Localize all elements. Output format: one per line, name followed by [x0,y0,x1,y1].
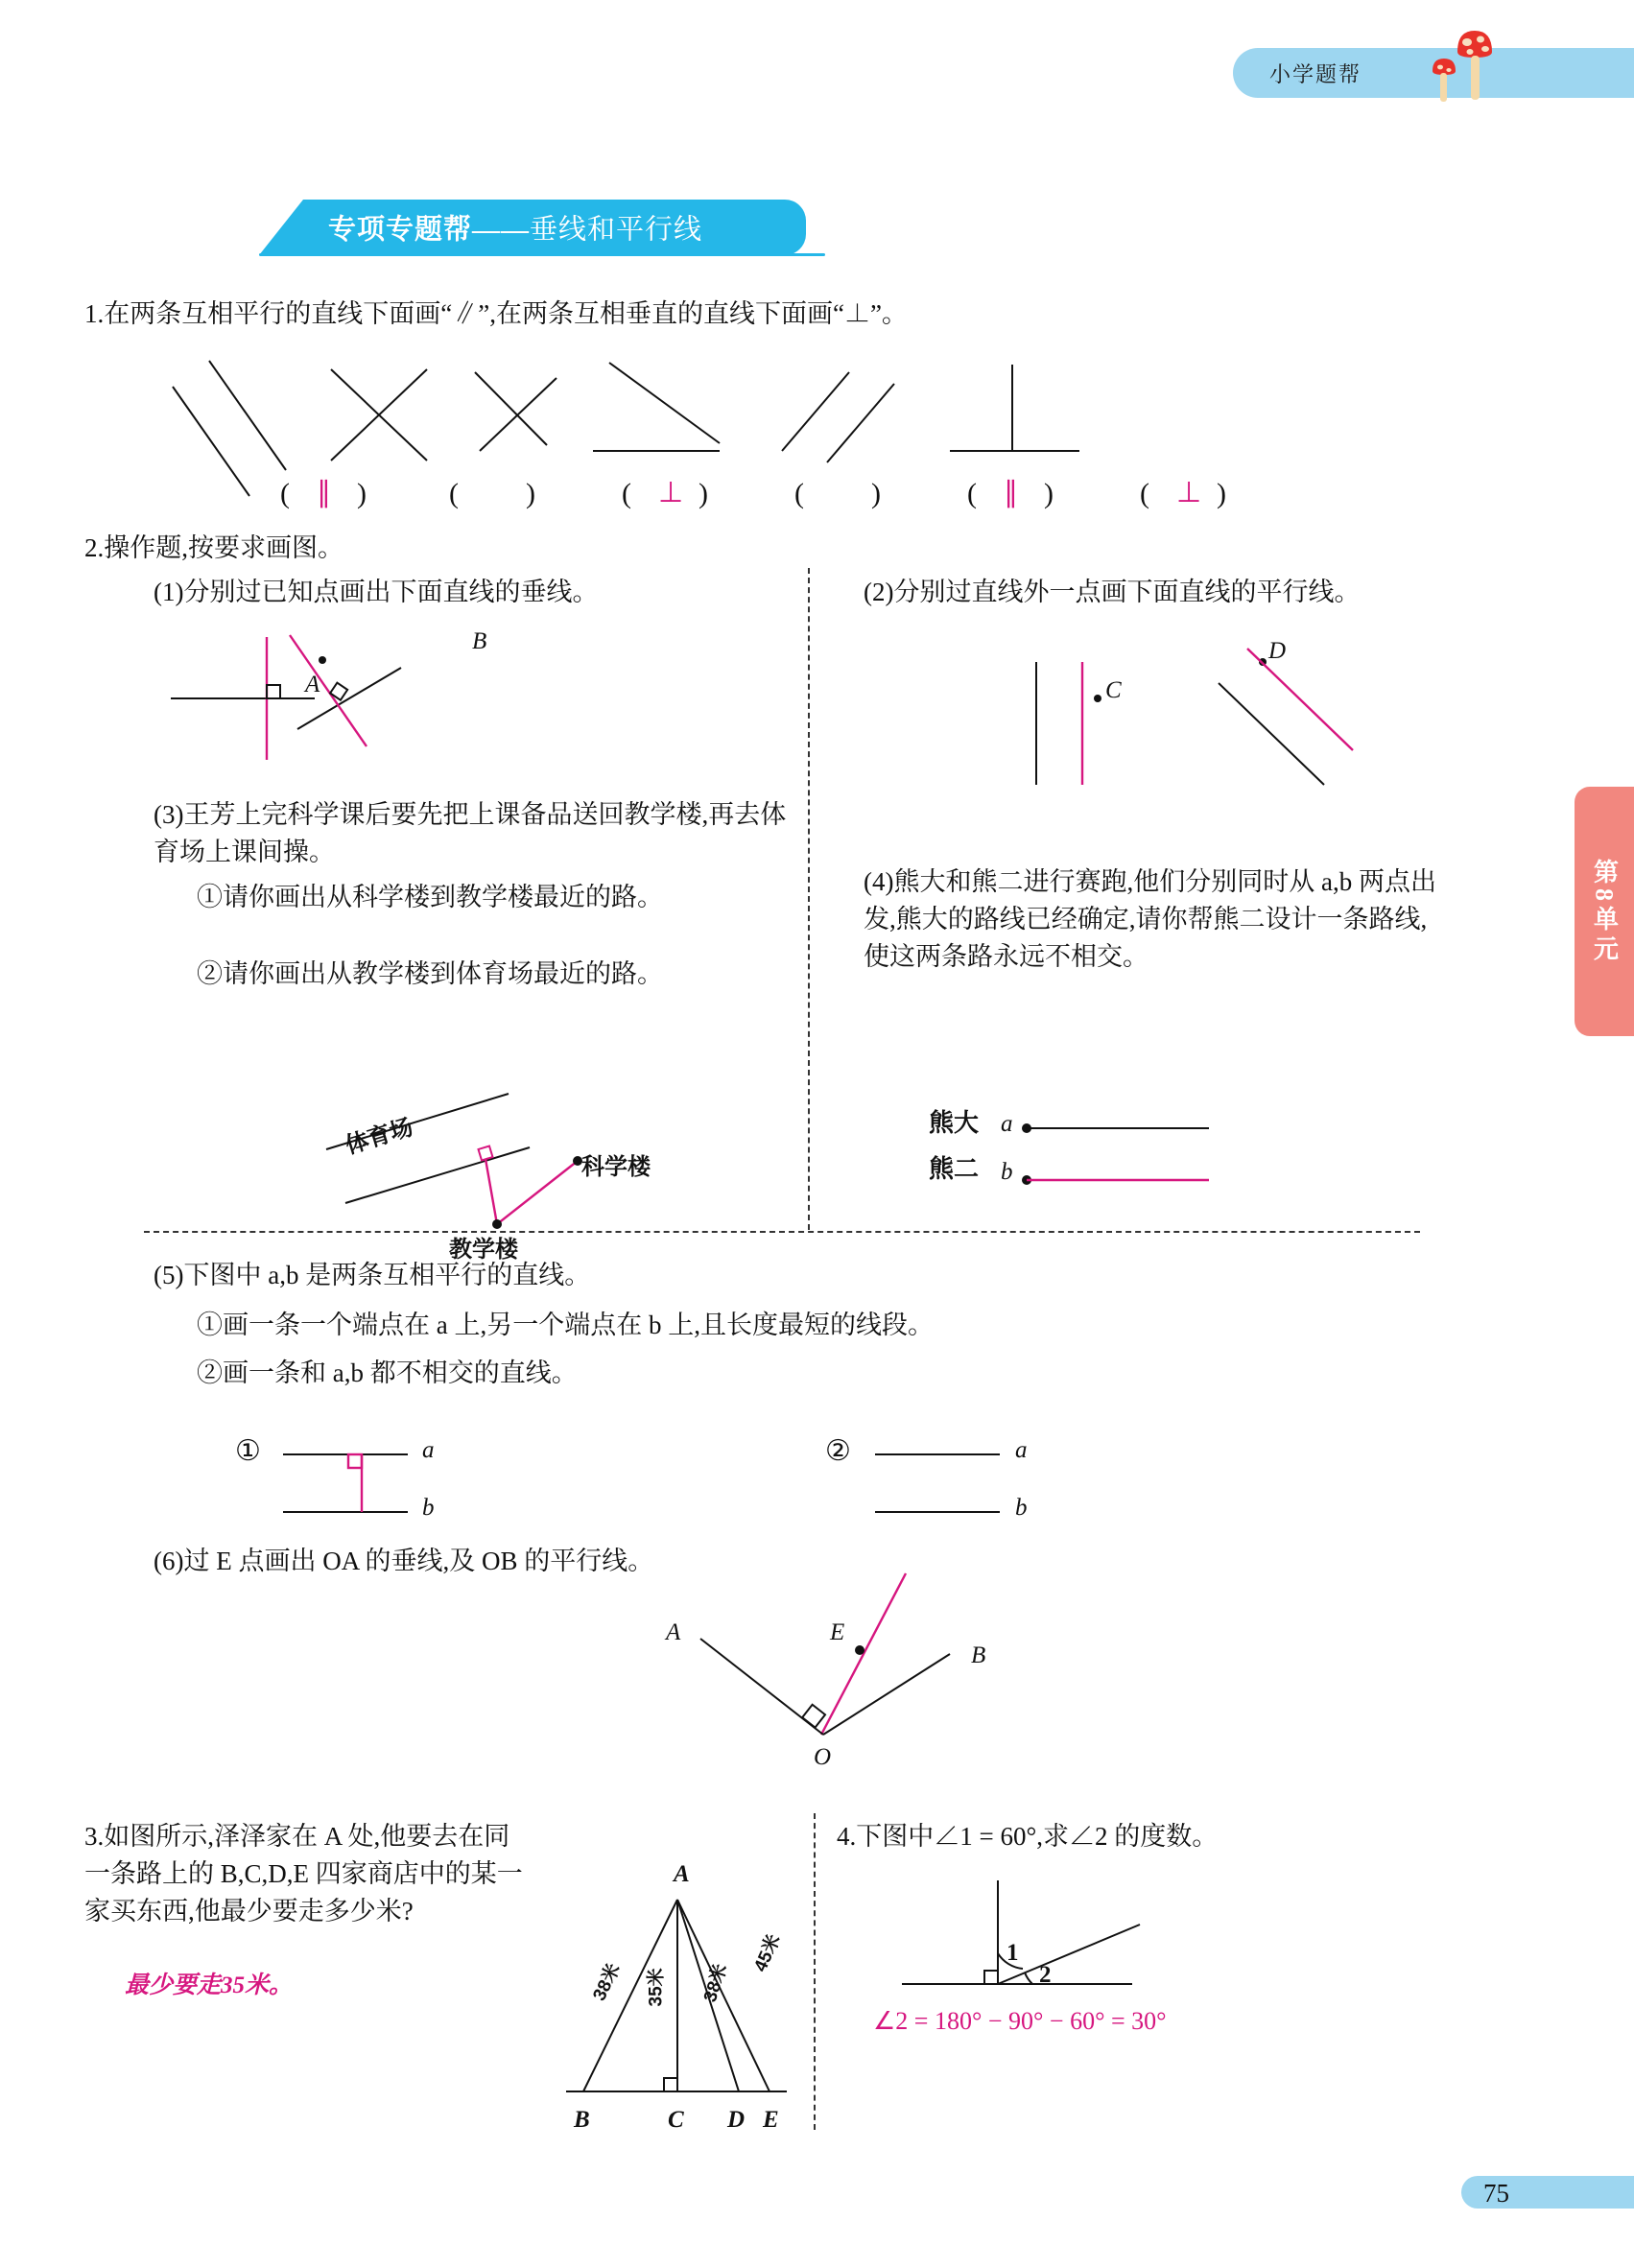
q2-1-diagram [240,643,652,777]
q1-paren-3-close: ) [699,478,708,509]
q3-distance-2: 35米 [646,1968,667,2007]
q2-6-point-o: O [814,1744,832,1770]
q2-4-body: 熊大和熊二进行赛跑,他们分别同时从 a,b 两点出发,熊大的路线已经确定,请你帮熊二设计一条路线,使这两条路永远不相交。 [864,867,1436,972]
q2-5-p1-label-b: b [422,1495,435,1521]
q1-paren-3-open: ( [622,478,631,509]
question-4-text [837,1818,1374,1855]
q3-number: 3. [84,1822,105,1851]
q3-distance-1: 38米 [589,1960,625,2004]
q1-paren-1-close: ) [357,478,367,509]
q2-6-label: (6) [154,1547,184,1575]
q2-1-point-b: B [472,628,487,654]
q2-3-body: 王芳上完科学课后要先把上课备品送回教学楼,再去体育场上课间操。 [154,800,787,867]
section-title-banner [259,200,806,255]
brand-label: 小学题帮 [1269,61,1362,86]
question-1-text [84,295,908,333]
question-2-text [84,530,343,567]
q2-1-point-a: A [305,672,320,697]
section-title-dash: —— [472,214,531,246]
q2-2-label: (2) [864,578,894,606]
q2-1-body: 分别过已知点画出下面直线的垂线。 [183,578,599,606]
q2-5-label: (5) [154,1261,184,1289]
q2-3-school-map [317,1073,720,1264]
q3-point-c: C [668,2107,684,2133]
page-number: 75 [1483,2179,1509,2208]
q2-6-point-b: B [971,1642,986,1668]
q2-6-point-e: E [830,1619,845,1645]
q2-4-label: (4) [864,867,894,896]
q1-paren-6-open: ( [1140,478,1149,509]
bear-2-point: b [1001,1159,1013,1185]
q2-6-body: 过 E 点画出 OA 的垂线,及 OB 的平行线。 [183,1547,654,1575]
question-2-2 [864,574,1439,611]
q3-point-b: B [574,2107,590,2133]
q2-number: 2. [84,533,105,562]
question-2-5 [154,1257,1353,1294]
q3-body: 如图所示,泽泽家在 A 处,他要去在同一条路上的 B,C,D,E 四家商店中的某一家买东西,他最少要走多少米? [84,1822,523,1926]
q3-distance-3: 38米 [699,1961,732,2005]
q4-body: 下图中∠1 = 60°,求∠2 的度数。 [856,1822,1219,1851]
question-3-answer: 最少要走35米。 [125,1973,294,1998]
q2-2-body: 分别过直线外一点画下面直线的平行线。 [893,578,1361,606]
section-title-main: 专项专题帮 [328,214,473,246]
q2-1-label: (1) [154,578,184,606]
question-2-3-item-1: ①请你画出从科学楼到教学楼最近的路。 [197,883,663,911]
q2-3-label: (3) [154,800,184,829]
q2-4-diagram [1017,1094,1324,1199]
unit-side-tab: 第8单元 [1575,787,1634,1036]
q1-figures [144,355,1161,480]
q2-5-p2-label-b: b [1015,1495,1028,1521]
q2-5-body: 下图中 a,b 是两条互相平行的直线。 [183,1261,591,1289]
question-3-text [84,1818,535,1930]
q3-point-d: D [727,2107,746,2133]
q1-paren-5-close: ) [1044,478,1054,509]
question-2-6 [154,1543,1305,1580]
section-title [328,208,702,248]
q3-point-e: E [763,2107,779,2133]
q1-paren-2-close: ) [526,478,535,509]
q4-number: 4. [837,1822,857,1851]
q2-5-marker-2: ② [825,1435,851,1467]
q3-distance-4: 45米 [750,1931,785,1975]
question-2-5-item-1: ①画一条一个端点在 a 上,另一个端点在 b 上,且长度最短的线段。 [197,1311,934,1339]
q1-paren-2-open: ( [449,478,459,509]
bear-1-name: 熊大 [929,1108,980,1137]
q4-angle-label-2: 2 [1039,1962,1052,1988]
q1-answer-1: ∥ [317,477,331,508]
q2-5-p2-label-a: a [1015,1437,1028,1463]
q2-5-marker-1: ① [235,1435,261,1467]
bear-2-name: 熊二 [929,1154,980,1183]
question-2-5-item-2: ②画一条和 a,b 都不相交的直线。 [197,1358,578,1387]
q2-2-diagram [1017,672,1420,796]
q2-6-diagram [614,1581,1075,1831]
q1-number: 1. [84,299,105,328]
bear-1-point: a [1001,1111,1013,1137]
q2-5-p1-label-a: a [422,1437,435,1463]
q1-answer-5: ∥ [1004,477,1018,508]
q3-q4-divider [814,1813,816,2130]
q1-answer-6: ⊥ [1176,477,1202,508]
q1-paren-4-open: ( [794,478,804,509]
q2-2-point-d: D [1268,638,1287,664]
question-2-3 [154,796,806,871]
question-2-1 [154,574,806,611]
title-underline [259,253,825,256]
q3-apex-a: A [674,1861,690,1887]
q1-paren-5-open: ( [967,478,977,509]
q1-paren-6-close: ) [1217,478,1226,509]
q4-angle-label-1: 1 [1006,1940,1019,1966]
question-2-4 [864,863,1439,976]
question-4-answer: ∠2 = 180° − 90° − 60° = 30° [873,2007,1167,2035]
label-teaching-building: 教学楼 [449,1237,518,1263]
q1-body: 在两条互相平行的直线下面画“∥”,在两条互相垂直的直线下面画“⊥”。 [104,299,908,328]
q1-paren-4-close: ) [871,478,881,509]
q2-2-point-c: C [1105,677,1122,703]
q1-paren-1-open: ( [280,478,290,509]
label-sports-field: 体育场 [342,1114,416,1160]
q1-answer-3: ⊥ [658,477,684,508]
question-2-3-item-2: ②请你画出从教学楼到体育场最近的路。 [197,959,663,988]
section-title-topic: 垂线和平行线 [530,214,703,246]
mushroom-icon [1365,27,1509,104]
label-science-building: 科学楼 [581,1154,651,1180]
q2-6-point-a: A [666,1619,681,1645]
q2-body: 操作题,按要求画图。 [104,533,343,562]
